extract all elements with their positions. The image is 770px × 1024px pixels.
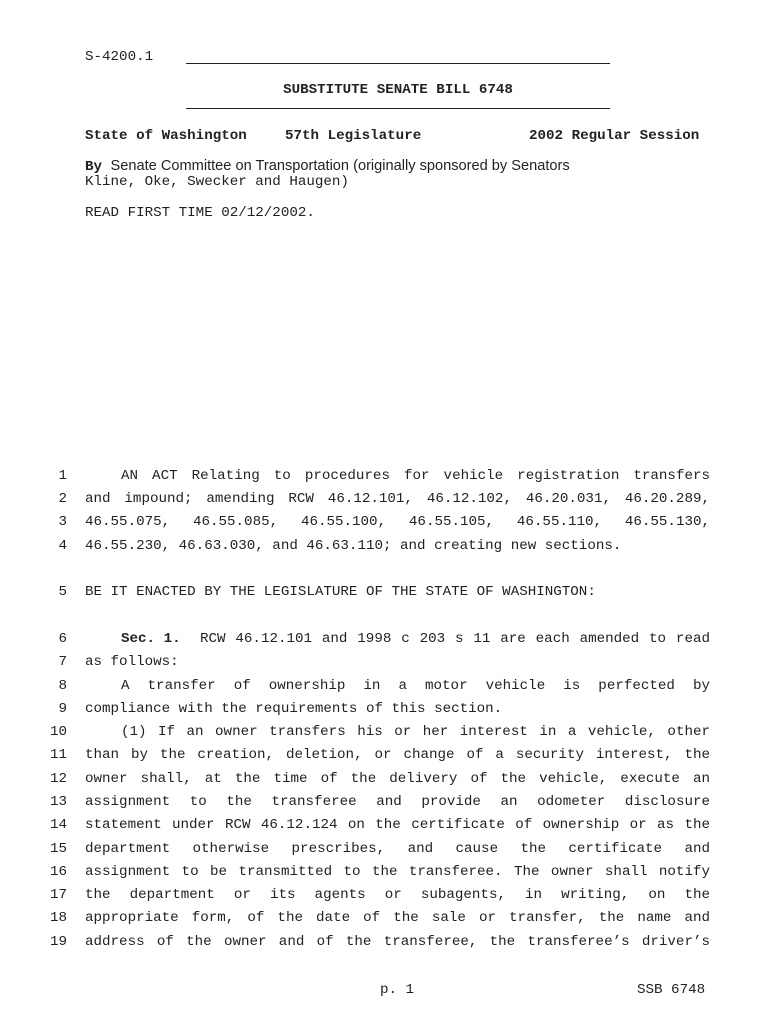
line-text: compliance with the requirements of this section.: [85, 701, 503, 717]
read-first-time: READ FIRST TIME 02/12/2002.: [85, 205, 315, 221]
page-number: p. 1: [380, 982, 415, 998]
line-number: 1: [58, 468, 67, 484]
line-text: assignment to the transferee and provide an odometer disclosure: [85, 794, 710, 810]
line-text: RCW 46.12.101 and 1998 c 203 s 11 are each amended to read: [200, 631, 710, 647]
bill-line: [0, 491, 770, 514]
line-text: BE IT ENACTED BY THE LEGISLATURE OF THE STATE OF WASHINGTON:: [85, 584, 596, 600]
bill-title: SUBSTITUTE SENATE BILL 6748: [283, 82, 513, 98]
line-number: 7: [58, 654, 67, 670]
line-text: owner shall, at the time of the delivery of the vehicle, execute an: [85, 771, 710, 787]
line-text: 46.55.075, 46.55.085, 46.55.100, 46.55.105, 46.55.110, 46.55.130,: [85, 514, 710, 530]
line-number: 2: [58, 491, 67, 507]
session-label: 2002 Regular Session: [529, 128, 700, 144]
bill-line: [0, 724, 770, 747]
line-text: statement under RCW 46.12.124 on the certificate of ownership or as the: [85, 817, 710, 833]
line-number: 6: [58, 631, 67, 647]
line-number: 14: [49, 817, 67, 833]
line-number: 15: [49, 841, 67, 857]
bill-line: [0, 747, 770, 770]
bill-line: [0, 654, 770, 677]
bill-line: [0, 864, 770, 887]
bill-line: [0, 910, 770, 933]
line-number: 16: [49, 864, 67, 880]
bill-line: [0, 841, 770, 864]
line-number: 8: [58, 678, 67, 694]
bill-line: [0, 514, 770, 537]
document-id: S-4200.1: [85, 49, 154, 65]
bill-line: [0, 468, 770, 491]
title-rule: [186, 108, 610, 109]
line-number: 11: [49, 747, 67, 763]
bill-line: [0, 631, 770, 654]
line-number: 3: [58, 514, 67, 530]
footer-bill-id: SSB 6748: [637, 982, 706, 998]
line-number: 4: [58, 538, 67, 554]
section-heading: Sec. 1.: [121, 631, 181, 647]
line-text: than by the creation, deletion, or change of a security interest, the: [85, 747, 710, 763]
line-number: 12: [49, 771, 67, 787]
bill-line: [0, 794, 770, 817]
bill-line: [0, 934, 770, 957]
bill-line: [0, 678, 770, 701]
sponsors-text-1: Senate Committee on Transportation (originally sponsored by Senators: [110, 158, 570, 174]
sponsors-line-2: Kline, Oke, Swecker and Haugen): [85, 174, 349, 190]
line-text: department otherwise prescribes, and cause the certificate and: [85, 841, 710, 857]
legislature-label: 57th Legislature: [285, 128, 422, 144]
line-text: appropriate form, of the date of the sale or transfer, the name and: [85, 910, 710, 926]
bill-line: [0, 538, 770, 561]
line-text: address of the owner and of the transferee, the transferee’s driver’s: [85, 934, 710, 950]
bill-line: [0, 817, 770, 840]
bill-line: [0, 701, 770, 724]
bill-line: [0, 584, 770, 607]
top-rule: [186, 63, 610, 64]
sponsors-line-1: [85, 158, 570, 175]
line-number: 5: [58, 584, 67, 600]
state-label: State of Washington: [85, 128, 247, 144]
line-text: AN ACT Relating to procedures for vehicle registration transfers: [121, 468, 710, 484]
line-number: 17: [49, 887, 67, 903]
line-text: 46.55.230, 46.63.030, and 46.63.110; and creating new sections.: [85, 538, 622, 554]
line-text: as follows:: [85, 654, 179, 670]
line-text: the department or its agents or subagents, in writing, on the: [85, 887, 710, 903]
line-number: 9: [58, 701, 67, 717]
line-number: 13: [49, 794, 67, 810]
line-number: 19: [49, 934, 67, 950]
bill-line: [0, 887, 770, 910]
line-number: 10: [49, 724, 67, 740]
line-text: assignment to be transmitted to the transferee. The owner shall notify: [85, 864, 710, 880]
line-text: (1) If an owner transfers his or her interest in a vehicle, other: [121, 724, 710, 740]
line-number: 18: [49, 910, 67, 926]
line-text: A transfer of ownership in a motor vehicle is perfected by: [121, 678, 710, 694]
by-label: By: [85, 159, 103, 175]
line-text: and impound; amending RCW 46.12.101, 46.12.102, 46.20.031, 46.20.289,: [85, 491, 710, 507]
bill-line: [0, 771, 770, 794]
